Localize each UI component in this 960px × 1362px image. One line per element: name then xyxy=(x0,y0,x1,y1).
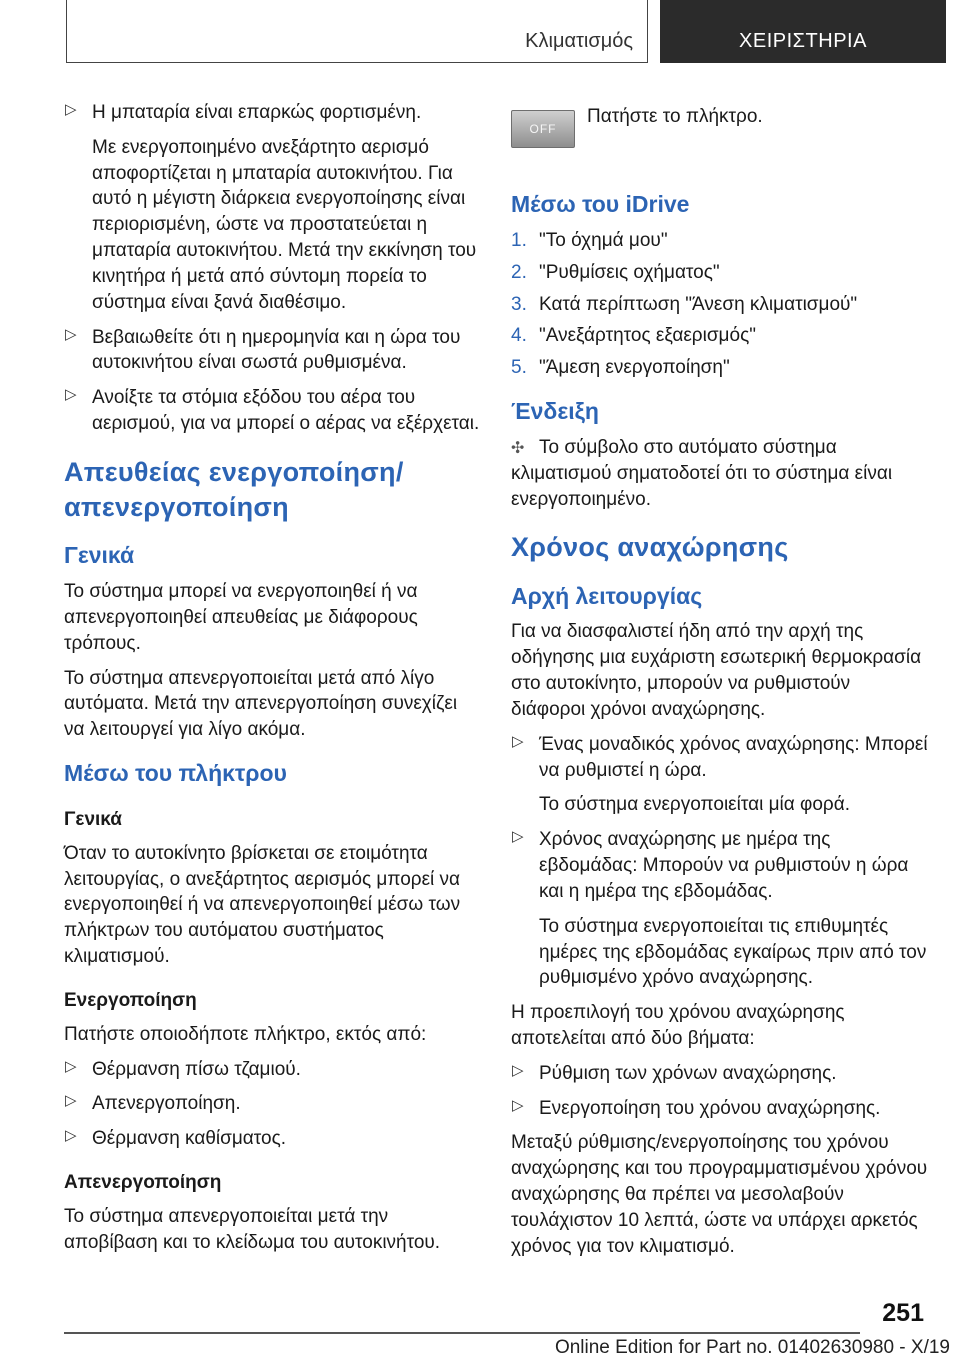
triangle-right-icon: ▷ xyxy=(512,732,524,750)
off-button-row xyxy=(511,100,929,174)
page-header xyxy=(0,0,960,65)
bullet-item: ▷ Απενεργοποίηση. xyxy=(65,1092,241,1115)
paragraph: Όταν το αυτοκίνητο βρίσκεται σε ετοιμότητα λειτουργίας, ο ανεξάρτητος αερισμός μπορεί να ενεργοποιηθεί ή να απενεργοποιηθεί μέσω των πλήκτρων του αυτόματου συστήματος κλιματισμού. xyxy=(64,842,461,968)
bullet-item: ▷ Ρύθμιση των χρόνων αναχώρησης. xyxy=(512,1061,837,1084)
list-item: 3. Κατά περίπτωση "Άνεση κλιματισμού" xyxy=(511,293,858,315)
triangle-right-icon: ▷ xyxy=(65,386,77,404)
heading-indication: Ένδειξη xyxy=(511,398,599,425)
bullet-item: ▷ Χρόνος αναχώρησης με ημέρα της εβδομάδας: Μπορούν να ρυθμιστούν η ώρα και η ημέρα της εβδομάδας. xyxy=(512,828,909,902)
header-chapter-tab: ΧΕΙΡΙΣΤΗΡΙΑ xyxy=(660,0,946,63)
bullet-item: ▷ Θέρμανση πίσω τζαμιού. xyxy=(65,1057,301,1080)
page-number: 251 xyxy=(882,1299,924,1327)
subheading-activation: Ενεργοποίηση xyxy=(64,989,197,1011)
heading-principle: Αρχή λειτουργίας xyxy=(511,582,703,609)
header-section-title: Κλιματισμός xyxy=(525,30,633,52)
footer-edition: Online Edition for Part no. 01402630980 - X/19 xyxy=(554,1337,950,1358)
paragraph: Το σύστημα απενεργοποιείται μετά την αποβίβαση και το κλείδωμα του αυτοκινήτου. xyxy=(64,1205,441,1253)
paragraph: Το σύστημα μπορεί να ενεργοποιηθεί ή να απενεργοποιηθεί απευθείας με διάφορους τρόπους. xyxy=(64,581,418,654)
bullet-item: ▷ Η μπαταρία είναι επαρκώς φορτισμένη. xyxy=(65,101,422,123)
bullet-subtext: Το σύστημα ενεργοποιείται τις επιθυμητές ημέρες της εβδομάδας εγκαίρως πριν από τον ρυθμισμένο χρόνο αναχώρησης. xyxy=(539,915,927,989)
left-column xyxy=(64,100,482,1264)
paragraph: Για να διασφαλιστεί ήδη από την αρχή της οδήγησης μια ευχάριστη εσωτερική θερμοκρασία στο αυτοκίνητο, μπορούν να ρυθμιστούν διάφοροι χρόνοι αναχώρησης. xyxy=(511,621,922,720)
footer-divider xyxy=(64,1332,860,1334)
triangle-right-icon: ▷ xyxy=(512,828,524,846)
list-item: 2. "Ρυθμίσεις οχήματος" xyxy=(511,261,720,283)
paragraph: Η προεπιλογή του χρόνου αναχώρησης αποτελείται από δύο βήματα: xyxy=(511,1002,845,1049)
heading-via-idrive: Μέσω του iDrive xyxy=(511,191,690,217)
paragraph: Πατήστε οποιοδήποτε πλήκτρο, εκτός από: xyxy=(64,1023,427,1045)
heading-departure-time: Χρόνος αναχώρησης xyxy=(511,532,789,563)
bullet-item: ▷ Ένας μοναδικός χρόνος αναχώρησης: Μπορεί να ρυθμιστεί η ώρα. xyxy=(512,732,928,781)
triangle-right-icon: ▷ xyxy=(512,1096,524,1114)
bullet-item: ▷ Βεβαιωθείτε ότι η ημερομηνία και η ώρα του αυτοκινήτου είναι σωστά ρυθμισμένα. xyxy=(65,325,461,374)
off-instruction: Πατήστε το πλήκτρο. xyxy=(587,106,763,127)
paragraph: Το σύστημα απενεργοποιείται μετά από λίγο αυτόματα. Μετά την απενεργοποίηση συνεχίζει να λειτουργεί για λίγο ακόμα. xyxy=(64,667,458,741)
paragraph: ✣ Το σύμβολο στο αυτόματο σύστημα κλιματισμού σηματοδοτεί ότι το σύστημα είναι ενεργοποιημένο. xyxy=(511,436,893,510)
triangle-right-icon: ▷ xyxy=(512,1061,524,1079)
bullet-item: ▷ Θέρμανση καθίσματος. xyxy=(65,1127,286,1150)
bullet-subtext: Το σύστημα ενεργοποιείται μία φορά. xyxy=(539,794,850,816)
off-button-image: OFF xyxy=(511,110,575,148)
triangle-right-icon: ▷ xyxy=(65,325,77,343)
paragraph: Μεταξύ ρύθμισης/ενεργοποίησης του χρόνου αναχώρησης και του προγραμματισμένου χρόνου αναχώρησης θα πρέπει να μεσολαβούν τουλάχιστον 10 λεπτά, ώστε να υπάρχει αρκετός χρόνος για τον κλιματισμό. xyxy=(511,1132,928,1257)
triangle-right-icon: ▷ xyxy=(65,101,77,118)
bullet-item: ▷ Ενεργοποίηση του χρόνου αναχώρησης. xyxy=(512,1096,881,1119)
triangle-right-icon: ▷ xyxy=(65,1127,77,1145)
list-item: 1. "Το όχημά μου" xyxy=(511,229,668,251)
triangle-right-icon: ▷ xyxy=(65,1092,77,1110)
heading-via-button: Μέσω του πλήκτρου xyxy=(64,759,287,786)
fan-icon: ✣ xyxy=(511,439,525,457)
bullet-item: ▷ Ανοίξτε τα στόμια εξόδου του αέρα του αερισμού, για να μπορεί ο αέρας να εξέρχεται. xyxy=(65,386,480,435)
list-item: 5. "Άμεση ενεργοποίηση" xyxy=(511,357,730,379)
heading-general: Γενικά xyxy=(64,542,135,569)
subheading-deactivation: Απενεργοποίηση xyxy=(64,1171,222,1193)
bullet-subtext: Με ενεργοποιημένο ανεξάρτητο αερισμό αποφορτίζεται η μπαταρία αυτοκινήτου. Για αυτό η μέγιστη διάρκεια ενεργοποίησης είναι περιορισμένη, ώστε να προστατεύεται η μπαταρία αυτοκινήτου. Μετά την εκκίνηση του κινητήρα ή μετά από σύντομη πορεία το σύστημα είναι ξανά διαθέσιμο. xyxy=(92,136,477,313)
heading-direct-activation: Απευθείας ενεργοποίηση/ απενεργοποίηση xyxy=(64,456,404,523)
right-column xyxy=(511,100,929,1269)
list-item: 4. "Ανεξάρτητος εξαερισμός" xyxy=(511,325,756,347)
subheading-general: Γενικά xyxy=(64,808,122,830)
header-section-box xyxy=(66,0,648,63)
triangle-right-icon: ▷ xyxy=(65,1057,77,1075)
